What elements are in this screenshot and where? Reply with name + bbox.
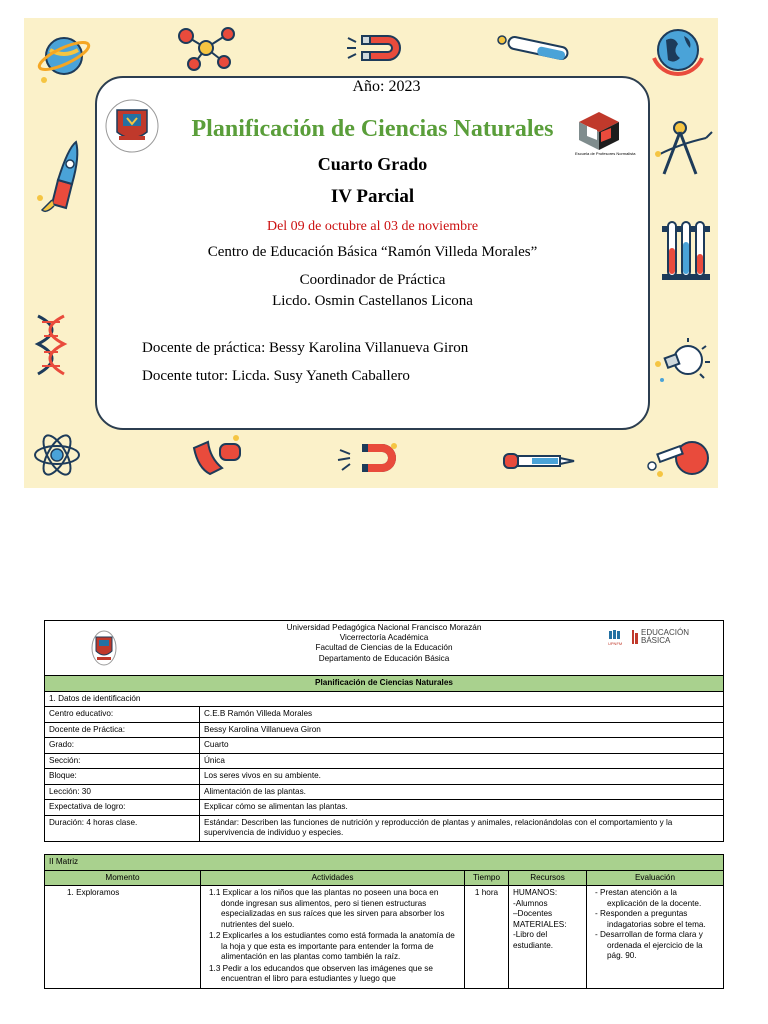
magnet-icon bbox=[336, 438, 400, 478]
table-row bbox=[45, 769, 724, 785]
table-row bbox=[45, 784, 724, 800]
cover-year: Año: 2023 bbox=[352, 78, 421, 95]
row-label: Centro educativo: bbox=[45, 707, 200, 723]
identification-table bbox=[44, 620, 724, 842]
table-row bbox=[45, 722, 724, 738]
row-label: Lección: 30 bbox=[45, 784, 200, 800]
cover-page bbox=[24, 18, 718, 488]
table-row bbox=[45, 886, 724, 989]
telescope-icon bbox=[188, 428, 250, 482]
molecule-icon bbox=[172, 24, 242, 72]
row-value: Bessy Karolina Villanueva Giron bbox=[200, 722, 724, 738]
evaluation-item: - Desarrollan de forma clara y ordenada el ejercicio de la pág. 90. bbox=[595, 930, 703, 960]
row-value: Estándar: Describen las funciones de nutrición y reproducción de plantas y animales, relacionándolas con el comportamiento y la supervivencia de individuo y especies. bbox=[200, 815, 724, 841]
table-row bbox=[45, 738, 724, 754]
resources-cell bbox=[509, 886, 587, 989]
table-row bbox=[45, 753, 724, 769]
upnfm-logo-text: UPNFM bbox=[607, 641, 623, 646]
row-value: C.E.B Ramón Villeda Morales bbox=[200, 707, 724, 723]
resource-line: MATERIALES: bbox=[513, 919, 567, 929]
cover-parcial: IV Parcial bbox=[330, 186, 415, 207]
row-label: Bloque: bbox=[45, 769, 200, 785]
upnfm-books-icon bbox=[607, 629, 629, 647]
lightbulb-icon bbox=[650, 334, 714, 392]
col-header-evaluacion: Evaluación bbox=[587, 870, 724, 886]
evaluation-item: - Prestan atención a la explicación de la docente. bbox=[595, 888, 702, 908]
resource-line: –Docentes bbox=[513, 909, 553, 918]
row-label: Duración: 4 horas clase. bbox=[45, 815, 200, 841]
logo-caption: Escuela de Profesores Normalista bbox=[575, 151, 636, 156]
resource-line: HUMANOS: bbox=[513, 888, 558, 897]
document-title: Planificación de Ciencias Naturales bbox=[45, 676, 724, 692]
activity-item: 1.2 Explicarles a los estudiantes como está formada la anatomía de la hoja y que esta es importante para entender la forma de alimentación en las plantas como también la raíz. bbox=[209, 931, 455, 961]
identification-section bbox=[44, 620, 724, 842]
resource-line: -Libro del estudiante. bbox=[513, 930, 554, 950]
activity-item: 1.1 Explicar a los niños que las plantas no poseen una boca en donde ingresan sus alimentos, pero si tienen estructuras especializadas en sus raíces que les sirven para absorber los nutrientes del suelo. bbox=[209, 888, 445, 929]
cover-card bbox=[95, 76, 650, 430]
flask-icon bbox=[644, 432, 714, 482]
col-header-tiempo: Tiempo bbox=[465, 870, 509, 886]
table-row bbox=[45, 707, 724, 723]
cover-grade: Cuarto Grado bbox=[317, 154, 428, 174]
cover-dates: Del 09 de octubre al 03 de noviembre bbox=[266, 219, 479, 234]
row-value: Explicar cómo se alimentan las plantas. bbox=[200, 800, 724, 816]
dropper-icon bbox=[502, 446, 580, 476]
dna-icon bbox=[32, 314, 70, 376]
educacion-basica-logo bbox=[607, 629, 689, 647]
matrix-table bbox=[44, 854, 724, 989]
rocket-icon bbox=[32, 134, 82, 214]
test-tubes-rack-icon bbox=[658, 218, 714, 286]
row-value: Los seres vivos en su ambiente. bbox=[200, 769, 724, 785]
row-label: Grado: bbox=[45, 738, 200, 754]
document-header bbox=[45, 621, 724, 676]
coordinator-role: Coordinador de Práctica bbox=[299, 272, 446, 288]
cover-title: Planificación de Ciencias Naturales bbox=[191, 116, 554, 142]
table-row bbox=[45, 800, 724, 816]
momento-cell: 1. Exploramos bbox=[45, 886, 201, 989]
practice-teacher: Docente de práctica: Bessy Karolina Villanueva Giron bbox=[142, 340, 469, 356]
department: Departamento de Educación Básica bbox=[318, 653, 450, 663]
row-label: Docente de Práctica: bbox=[45, 722, 200, 738]
cover-school: Centro de Educación Básica “Ramón Villeda Morales” bbox=[207, 244, 538, 260]
coordinator-name: Licdo. Osmin Castellanos Licona bbox=[272, 293, 473, 309]
time-cell: 1 hora bbox=[465, 886, 509, 989]
row-value: Única bbox=[200, 753, 724, 769]
activity-item: 1.3 Pedir a los educandos que observen las imágenes que se encuentran el libro para estudiantes y luego que bbox=[209, 963, 433, 983]
resource-line: -Alumnos bbox=[513, 898, 548, 908]
activities-cell bbox=[201, 886, 465, 989]
test-tube-icon bbox=[494, 30, 574, 64]
saturn-icon bbox=[36, 24, 92, 86]
evaluation-cell bbox=[587, 886, 724, 989]
col-header-momento: Momento bbox=[45, 870, 201, 886]
row-label: Expectativa de logro: bbox=[45, 800, 200, 816]
atom-icon bbox=[32, 430, 82, 480]
section-identification-title: 1. Datos de identificación bbox=[45, 691, 724, 707]
edu-logo-line1: EDUCACIÓN bbox=[640, 628, 689, 637]
globe-icon bbox=[646, 22, 710, 78]
tutor-teacher: Docente tutor: Licda. Susy Yaneth Caballero bbox=[142, 368, 410, 384]
col-header-recursos: Recursos bbox=[509, 870, 587, 886]
table-row bbox=[45, 815, 724, 841]
compass-icon bbox=[650, 114, 714, 184]
vice-rectory: Vicerrectoría Académica bbox=[339, 633, 429, 643]
upnfm-seal-logo bbox=[91, 629, 117, 667]
edu-logo-line2: BÁSICA bbox=[640, 636, 671, 645]
matrix-section bbox=[44, 854, 724, 989]
col-header-actividades: Actividades bbox=[201, 870, 465, 886]
evaluation-item: - Responden a preguntas indagatorias sobre el tema. bbox=[595, 909, 706, 929]
row-label: Sección: bbox=[45, 753, 200, 769]
row-value: Alimentación de las plantas. bbox=[200, 784, 724, 800]
faculty: Facultad de Ciencias de la Educación bbox=[315, 643, 453, 653]
magnet-icon bbox=[344, 28, 404, 68]
row-value: Cuarto bbox=[200, 738, 724, 754]
university-name: Universidad Pedagógica Nacional Francisco Morazán bbox=[286, 623, 482, 632]
educacion-basica-mark bbox=[631, 629, 639, 645]
matrix-title: II Matriz bbox=[45, 855, 724, 871]
